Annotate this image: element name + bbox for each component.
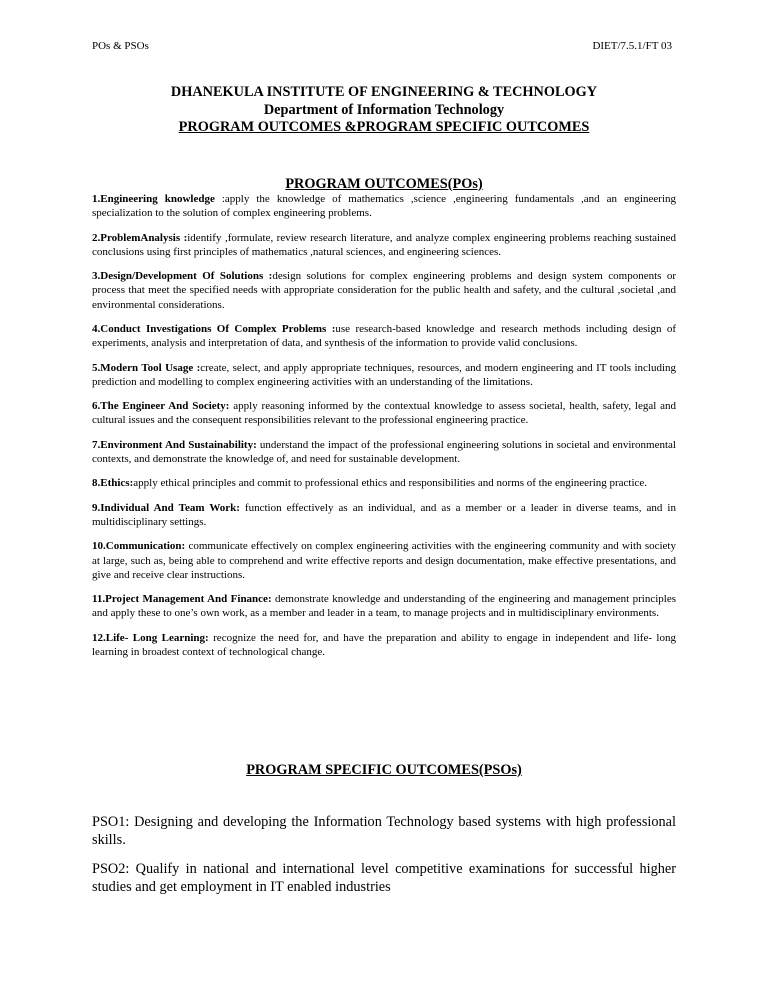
po-item [92, 399, 676, 427]
document-title: PROGRAM OUTCOMES &PROGRAM SPECIFIC OUTCOMES [178, 119, 590, 135]
po-title: 11.Project Management And Finance: [92, 593, 272, 606]
pso-item: PSO1: Designing and developing the Information Technology based systems with high professional skills. [92, 814, 676, 848]
po-text: design solutions for complex engineering problems and design system components or process that meet the specified needs with appropriate consideration for the public health and safety, and the cultural ,societal ,and environmental considerations. [92, 270, 676, 311]
po-title: 7.Environment And Sustainability: [92, 438, 257, 451]
po-item [92, 361, 676, 389]
po-title: 12.Life- Long Learning: [92, 631, 209, 644]
pos-list [92, 192, 676, 669]
po-item [92, 438, 676, 466]
department-name: Department of Information Technology [263, 101, 505, 118]
po-item [92, 592, 676, 620]
po-text: recognize the need for, and have the preparation and ability to engage in independent and life- long learning in broadest context of technological change. [92, 631, 676, 658]
po-item [92, 192, 676, 220]
psos-list [92, 813, 676, 907]
po-text: identify ,formulate, review research literature, and analyze complex engineering problems reaching sustained conclusions using first principles of mathematics ,natural sciences, and engineering sciences. [92, 231, 676, 258]
po-title: 6.The Engineer And Society: [92, 400, 230, 413]
header-doc-code: DIET/7.5.1/FT 03 [592, 40, 672, 52]
po-text: demonstrate knowledge and understanding of the engineering and management principles and apply these to one’s own work, as a member and leader in a team, to manage projects and in multidisciplinary environments. [92, 593, 676, 620]
po-text: apply reasoning informed by the contextual knowledge to assess societal, health, safety, legal and cultural issues and the consequent responsibilities relevant to the professional engineering practice. [92, 400, 676, 427]
po-item [92, 476, 676, 490]
title-block [0, 84, 768, 137]
po-title: 1.Engineering knowledge [92, 193, 215, 205]
po-title: 3.Design/Development Of Solutions : [92, 270, 273, 283]
po-title: 5.Modern Tool Usage : [92, 361, 201, 374]
po-title: 9.Individual And Team Work: [92, 501, 240, 514]
po-item [92, 501, 676, 529]
po-text: create, select, and apply appropriate techniques, resources, and modern engineering and IT tools including prediction and modelling to complex engineering activities with an understanding of the limitations. [92, 361, 677, 388]
po-item [92, 322, 676, 350]
po-title: 10.Communication: [92, 540, 186, 553]
po-item [92, 231, 676, 259]
po-text: apply ethical principles and commit to professional ethics and responsibilities and norms of the engineering practice. [133, 477, 648, 490]
po-text: understand the impact of the professional engineering solutions in societal and environmental contexts, and demonstrate the knowledge of, and need for sustainable development. [92, 438, 676, 465]
psos-heading: PROGRAM SPECIFIC OUTCOMES(PSOs) [246, 762, 522, 778]
po-text: function effectively as an individual, and as a member or a leader in diverse teams, and in multidisciplinary settings. [92, 501, 676, 528]
po-title: 8.Ethics: [92, 477, 134, 490]
header-doc-name: POs & PSOs [92, 40, 149, 52]
po-item [92, 631, 676, 659]
po-title: 4.Conduct Investigations Of Complex Problems : [92, 322, 336, 335]
po-text: use research-based knowledge and research methods including design of experiments, analysis and interpretation of data, and synthesis of the information to provide valid conclusions. [92, 322, 676, 350]
po-item [92, 269, 676, 312]
pso-item: PSO2: Qualify in national and international level competitive examinations for successful higher studies and get employment in IT enabled industries [92, 861, 676, 895]
institute-name: DHANEKULA INSTITUTE OF ENGINEERING & TECHNOLOGY [170, 84, 598, 100]
po-text: :apply the knowledge of mathematics ,science ,engineering fundamentals ,and an engineering specialization to the solution of complex engineering problems. [92, 193, 676, 220]
po-title: 2.ProblemAnalysis : [92, 231, 188, 244]
po-text: communicate effectively on complex engineering activities with the engineering community and with society at large, such as, being able to comprehend and write effective reports and design documentation, make effective presentations, and give and receive clear instructions. [92, 540, 676, 581]
po-item [92, 539, 676, 582]
pos-heading: PROGRAM OUTCOMES(POs) [285, 176, 483, 192]
